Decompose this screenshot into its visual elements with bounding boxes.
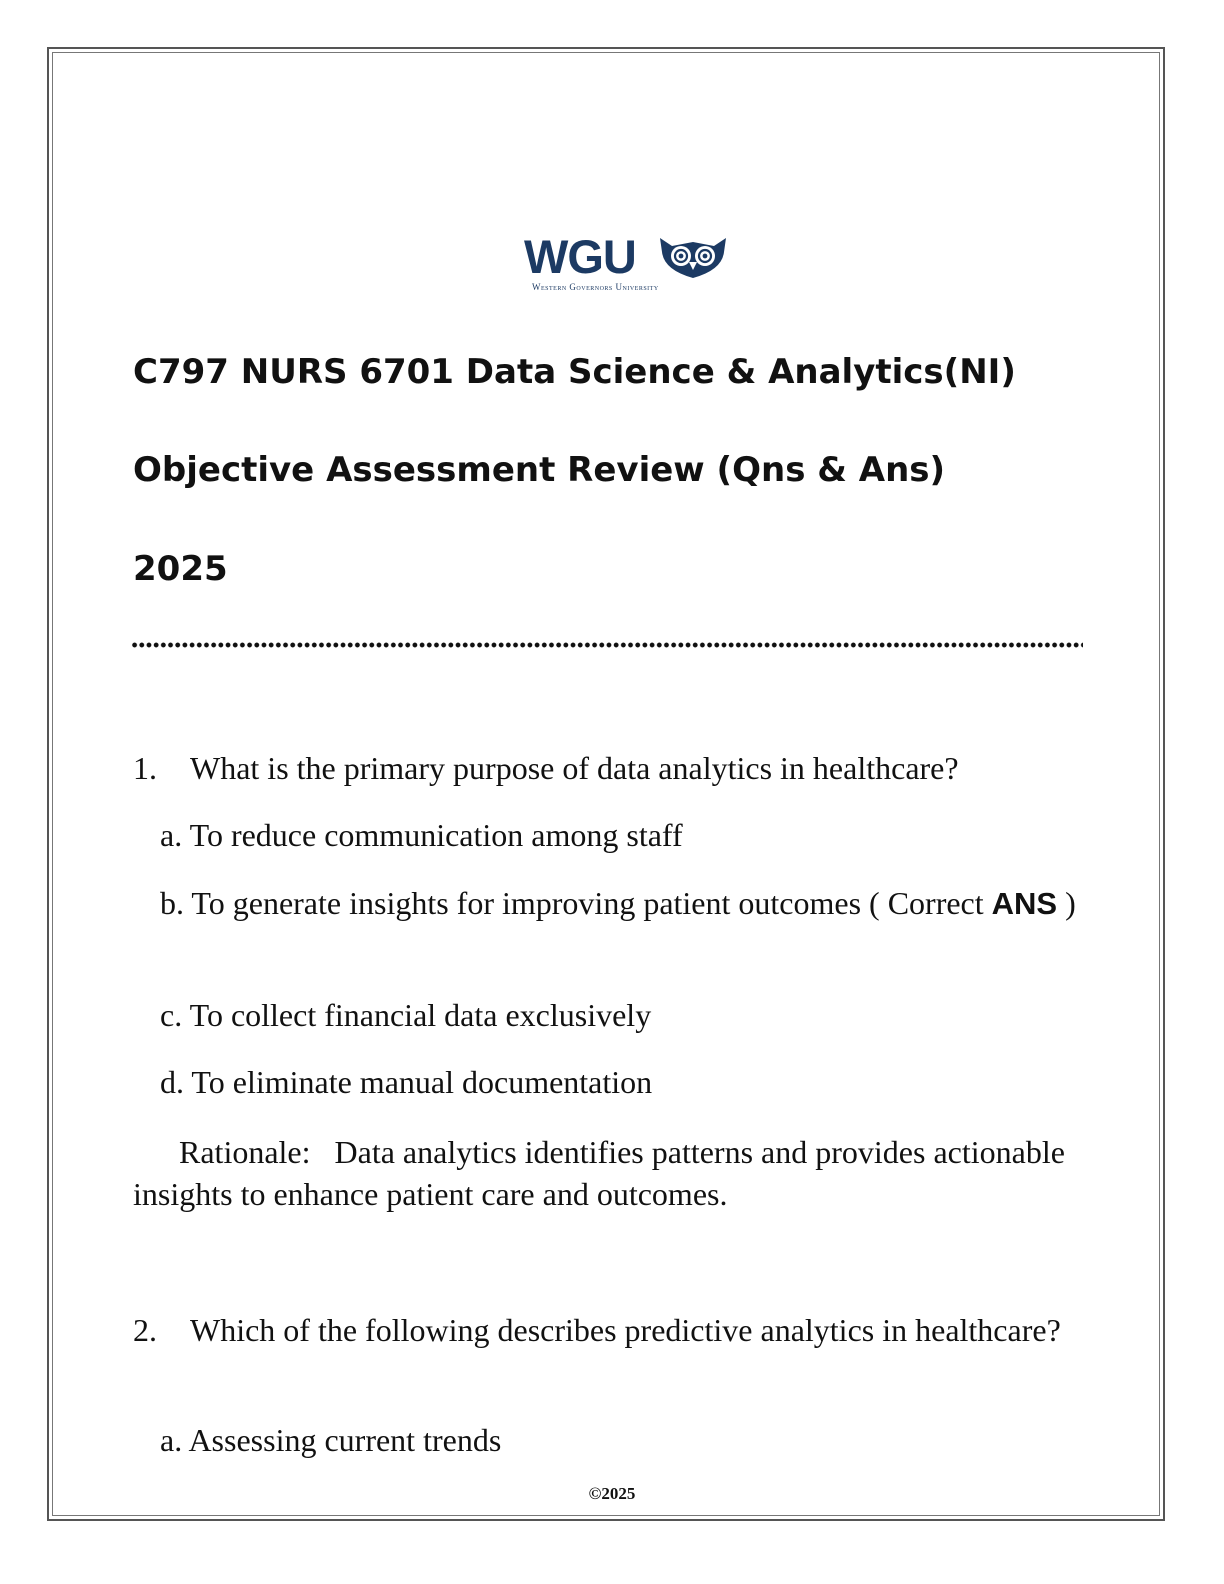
question-1-option-b: [133, 882, 1093, 925]
question-number: 2.: [133, 1312, 157, 1348]
question-1-option-d: d. To eliminate manual documentation: [160, 1064, 653, 1100]
correct-answer-tag: ANS: [991, 886, 1058, 921]
question-number: 1.: [133, 750, 157, 786]
question-1-option-a: a. To reduce communication among staff: [160, 817, 683, 853]
wgu-logo: [524, 232, 734, 296]
logo-wordmark: WGU: [524, 230, 636, 283]
rationale-label: Rationale:: [179, 1134, 311, 1170]
question-2: [133, 1309, 1093, 1351]
question-2-option-a: a. Assessing current trends: [160, 1422, 502, 1458]
document-title: C797 NURS 6701 Data Science & Analytics(NI): [133, 352, 1016, 392]
dotted-separator: [131, 640, 1083, 650]
document-subtitle: Objective Assessment Review (Qns & Ans): [133, 450, 946, 490]
owl-icon: [658, 236, 728, 280]
question-text: Which of the following describes predictive analytics in healthcare?: [190, 1312, 1061, 1348]
question-1: [133, 748, 1093, 788]
logo-subtitle: Western Governors University: [532, 282, 659, 292]
page-footer: ©2025: [588, 1484, 636, 1503]
option-b-text: b. To generate insights for improving patient outcomes ( Correct: [160, 885, 984, 921]
question-1-option-c: c. To collect financial data exclusively: [160, 997, 652, 1033]
document-year: 2025: [133, 549, 228, 589]
question-1-rationale: [133, 1131, 1093, 1215]
rationale-text: Data analytics identifies patterns and provides actionable insights to enhance patient care and outcomes.: [133, 1134, 1065, 1212]
question-text: What is the primary purpose of data analytics in healthcare?: [190, 750, 959, 786]
correct-answer-close: ): [1057, 885, 1076, 921]
